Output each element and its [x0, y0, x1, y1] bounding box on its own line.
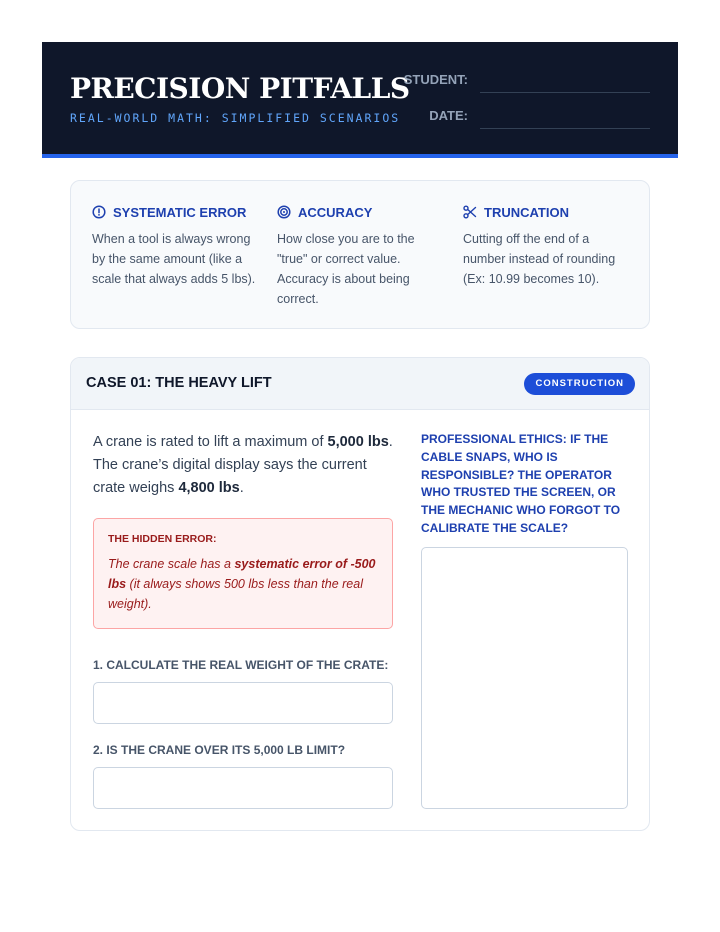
worksheet-header	[42, 42, 678, 158]
glossary-term-description: How close you are to the "true" or correct value. Accuracy is about being correct.	[277, 232, 415, 306]
student-field	[42, 72, 678, 94]
glossary-term-name: ACCURACY	[298, 204, 373, 220]
case-header	[71, 358, 649, 410]
glossary-term-systematic-error	[92, 203, 260, 289]
date-label: DATE:	[429, 108, 468, 123]
glossary-term-description: Cutting off the end of a number instead of rounding (Ex: 10.99 becomes 10).	[463, 232, 616, 286]
case-card	[70, 357, 650, 831]
glossary-term-name: SYSTEMATIC ERROR	[113, 204, 247, 220]
hidden-error-sentence: (it always shows 500 lbs less than the real weight).	[108, 577, 363, 611]
hidden-error-text	[108, 554, 380, 614]
ethics-answer-box[interactable]	[421, 547, 628, 809]
problem-text: .	[239, 480, 244, 496]
hidden-error-label: THE HIDDEN ERROR:	[108, 533, 217, 545]
hidden-error-value: systematic error of -500 lbs	[108, 557, 376, 591]
date-line[interactable]	[480, 128, 650, 129]
question-1-label: 1. CALCULATE THE REAL WEIGHT OF THE CRATE:	[93, 658, 389, 672]
glossary-panel	[70, 180, 650, 329]
glossary-term-accuracy	[277, 203, 445, 309]
glossary-term-truncation	[463, 203, 631, 289]
question-2-answer-box[interactable]	[93, 767, 393, 809]
target-icon	[277, 205, 291, 219]
page-title: PRECISION PITFALLS	[70, 72, 410, 105]
alert-circle-icon	[92, 205, 106, 219]
question-2-label: 2. IS THE CRANE OVER ITS 5,000 LB LIMIT?	[93, 743, 346, 757]
hidden-error-sentence: The crane scale has a	[108, 557, 235, 571]
page-subtitle: REAL-WORLD MATH: SIMPLIFIED SCENARIOS	[70, 111, 401, 125]
ethics-prompt: PROFESSIONAL ETHICS: IF THE CABLE SNAPS, WHO IS RESPONSIBLE? THE OPERATOR WHO TRUSTED THE SCREEN, OR THE MECHANIC WHO FORGOT TO CALIBRATE THE SCALE?	[421, 432, 621, 535]
glossary-term-name: TRUNCATION	[484, 204, 569, 220]
hidden-error-box	[93, 518, 393, 629]
question-1-answer-box[interactable]	[93, 682, 393, 724]
date-field	[42, 108, 678, 130]
glossary-term-description: When a tool is always wrong by the same amount (like a scale that always adds 5 lbs).	[92, 232, 256, 286]
problem-text: A crane is rated to lift a maximum of	[93, 434, 328, 450]
problem-statement	[93, 431, 393, 500]
student-label: STUDENT:	[403, 72, 468, 87]
problem-text: . The crane’s digital display says the current crate weighs	[93, 434, 393, 496]
category-badge: CONSTRUCTION	[524, 373, 635, 395]
display-weight-value: 4,800 lbs	[178, 480, 240, 496]
student-name-line[interactable]	[480, 92, 650, 93]
case-title: CASE 01: THE HEAVY LIFT	[86, 375, 272, 391]
max-capacity-value: 5,000 lbs	[327, 434, 389, 450]
scissors-icon	[463, 205, 477, 219]
